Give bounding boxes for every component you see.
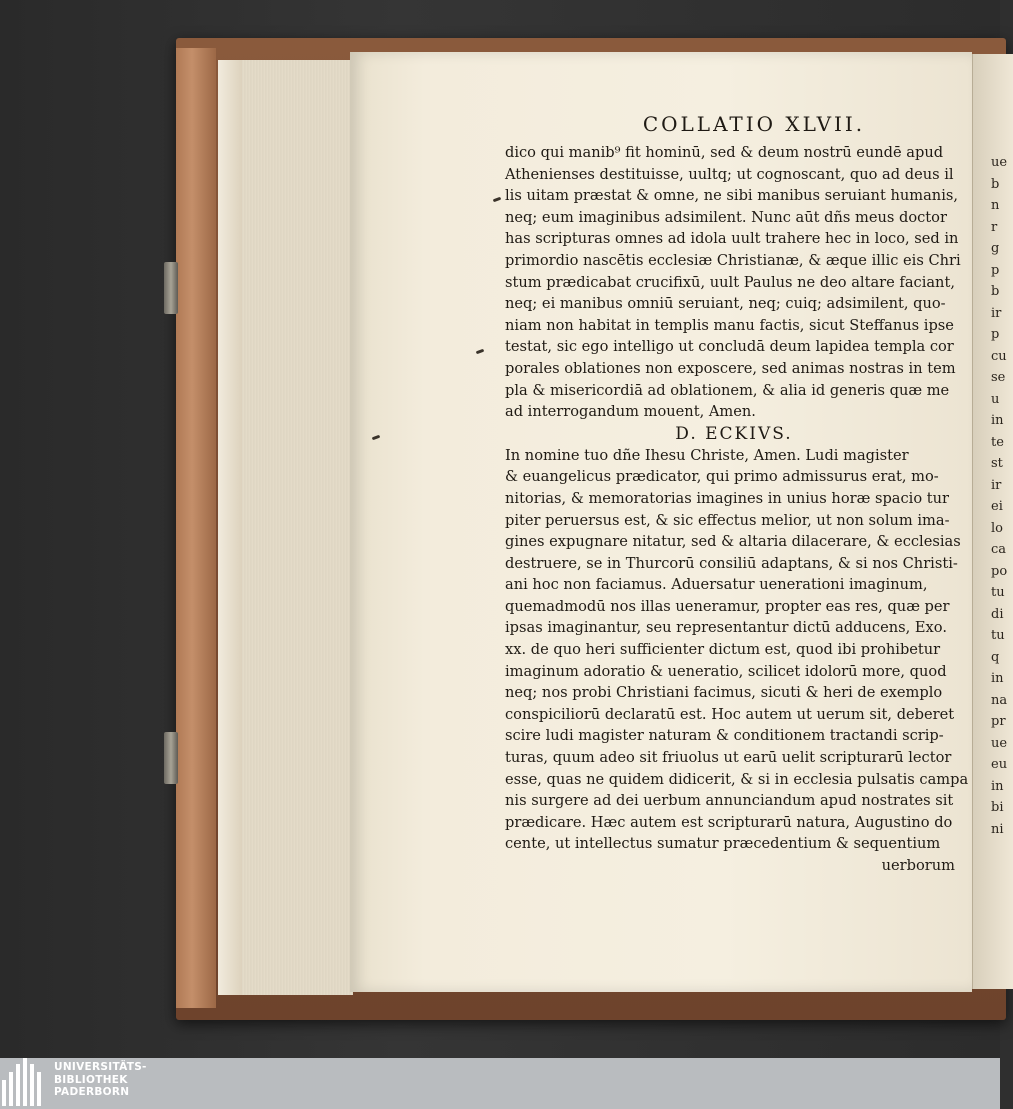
text-line: has scripturas omnes ad idola uult trahere hec in loco, sed in <box>505 230 959 248</box>
text-line: ipsas imaginantur, seu representantur dictū adducens, Exo. <box>505 619 947 637</box>
text-line: lis uitam præstat & omne, ne sibi manibus seruiant humanis, <box>505 187 958 205</box>
text-line: piter peruersus est, & sic effectus melior, ut non solum ima- <box>505 511 950 529</box>
book-spine-edge <box>176 48 216 1008</box>
text-line: cente, ut intellectus sumatur præcedentium & sequentium <box>505 835 941 853</box>
logo-line: BIBLIOTHEK <box>54 1073 128 1086</box>
text-line: pla & misericordiā ad oblationem, & alia id generis quæ me <box>505 381 950 399</box>
footer-bar <box>0 1058 1000 1109</box>
text-line: turas, quum adeo sit friuolus ut earū uelit scripturarū lector <box>505 749 952 767</box>
text-line: Athenienses destituisse, uultq; ut cognoscant, quo ad deus il <box>505 165 954 183</box>
text-line: quemadmodū nos illas ueneramur, propter eas res, quæ per <box>505 597 950 615</box>
book-clasp-lower <box>164 732 178 784</box>
text-line: porales oblationes non exposcere, sed animas nostras in tem <box>505 359 956 377</box>
right-page-edge <box>972 54 1013 989</box>
text-line: prædicare. Hæc autem est scripturarū natura, Augustino do <box>505 813 953 831</box>
text-line: ad interrogandum mouent, Amen. <box>505 403 756 421</box>
library-logo-icon[interactable] <box>0 1058 48 1109</box>
logo-line: UNIVERSITÄTS- <box>54 1061 147 1073</box>
text-line: niam non habitat in templis manu factis, sicut Steffanus ipse <box>505 316 954 334</box>
text-line: neq; ei manibus omniū seruiant, neq; cuiq; adsimilent, quo- <box>505 295 946 313</box>
text-line: primordio nascētis ecclesiæ Christianæ, & æque illic eis Chri <box>505 251 961 269</box>
text-line: testat, sic ego intelligo ut concludā deum lapidea templa cor <box>505 338 954 356</box>
text-line: conspiciliorū declaratū est. Hoc autem ut uerum sit, deberet <box>505 705 955 723</box>
text-paragraph-1 <box>505 142 963 423</box>
logo-line: PADERBORN <box>54 1086 130 1098</box>
section-heading: D. ECKIVS. <box>675 423 793 444</box>
text-line: neq; nos probi Christiani facimus, sicuti & heri de exemplo <box>505 684 943 702</box>
catchword: uerborum <box>881 857 955 874</box>
text-line: ani hoc non faciamus. Aduersatur uenerationi imaginum, <box>505 576 928 594</box>
book-clasp-upper <box>164 262 178 314</box>
page-heading: COLLATIO XLVII. <box>642 112 866 136</box>
text-line: In nomine tuo dñe Ihesu Christe, Amen. Ludi magister <box>505 446 909 464</box>
text-line: imaginum adoratio & ueneratio, scilicet idolorū more, quod <box>505 662 947 680</box>
text-line: esse, quas ne quidem didicerit, & si in ecclesia pulsatis campa <box>505 770 969 788</box>
page-stack-edge <box>218 60 242 995</box>
page-text <box>505 112 969 877</box>
text-line: neq; eum imaginibus adsimilent. Nunc aūt dñs meus doctor <box>505 208 947 226</box>
text-line: dico qui manib⁹ fit hominū, sed & deum nostrū eundē apud <box>505 144 944 161</box>
text-line: gines expugnare nitatur, sed & altaria dilacerare, & ecclesias <box>505 533 961 551</box>
right-page-text-fragment: ue b n r g p b ir p cu se u in te st ir ei lo ca po tu di tu q in na pr ue eu in bi ni <box>991 155 1008 837</box>
text-line: & euangelicus prædicator, qui primo admissurus erat, mo- <box>505 468 939 486</box>
text-line: nitorias, & memoratorias imagines in unius horæ spacio tur <box>505 489 949 507</box>
text-line: stum prædicabat crucifixū, uult Paulus ne deo altare faciant, <box>505 273 955 291</box>
text-line: scire ludi magister naturam & conditionem tractandi scrip- <box>505 727 944 745</box>
text-line: nis surgere ad dei uerbum annunciandum apud nostrates sit <box>505 792 954 810</box>
text-paragraph-2 <box>505 445 969 855</box>
text-line: destruere, se in Thurcorū consiliū adaptans, & si nos Christi- <box>505 554 958 572</box>
library-logo-text[interactable] <box>54 1061 147 1099</box>
text-line: xx. de quo heri sufficienter dictum est, quod ibi prohibetur <box>505 641 941 659</box>
